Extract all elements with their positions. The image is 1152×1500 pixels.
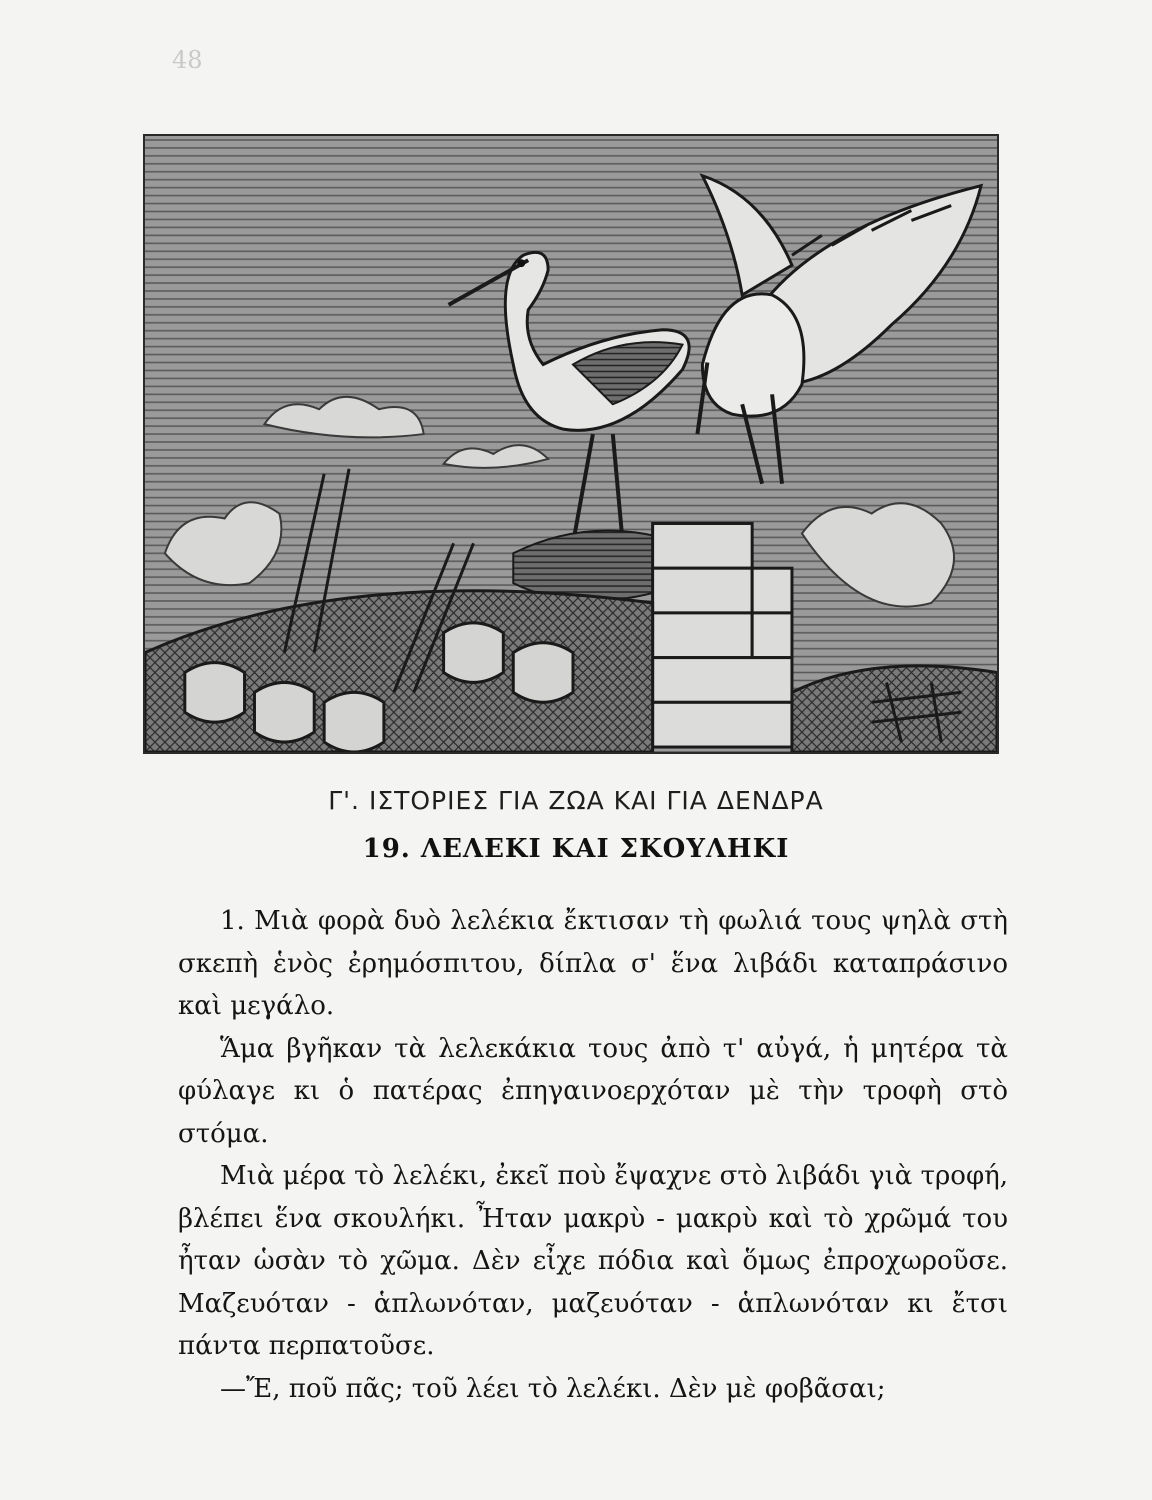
paragraph-4: —Ἔ, ποῦ πᾶς; τοῦ λέει τὸ λελέκι. Δὲν μὲ φοβᾶσαι; xyxy=(220,1373,886,1404)
paragraph-1: 1. Μιὰ φορὰ δυὸ λελέκια ἔκτισαν τὴ φωλιά τους ψηλὰ στὴ σκεπὴ ἑνὸς ἐρημόσπιτου, δίπλα σ' ἕνα λιβάδι καταπράσινο καὶ μεγάλο. xyxy=(178,906,1008,1021)
stork-nest-illustration xyxy=(143,134,999,754)
story-body xyxy=(178,900,1008,1410)
paragraph-2: Ἅμα βγῆκαν τὰ λελεκάκια τους ἀπὸ τ' αὐγά, ἡ μητέρα τὰ φύλαγε κι ὁ πατέρας ἐπηγαινοερχόταν μὲ τὴν τροφὴ στὸ στόμα. xyxy=(178,1033,1008,1149)
story-title: 19. ΛΕΛΕΚΙ ΚΑΙ ΣΚΟΥΛΗΚΙ xyxy=(362,834,790,864)
section-heading: Γ'. ΙΣΤΟΡΙΕΣ ΓΙΑ ΖΩΑ ΚΑΙ ΓΙΑ ΔΕΝΔΡΑ xyxy=(328,786,824,815)
engraving-svg xyxy=(145,136,997,752)
paragraph-3: Μιὰ μέρα τὸ λελέκι, ἐκεῖ ποὺ ἔψαχνε στὸ λιβάδι γιὰ τροφή, βλέπει ἕνα σκουλήκι. Ἦταν μακρὺ - μακρὺ καὶ τὸ χρῶμά του ἦταν ὡσὰν τὸ χῶμα. Δὲν εἶχε πόδια καὶ ὅμως ἐπροχωροῦσε. Μαζευόταν - ἁπλωνόταν, μαζευόταν - ἁπλωνόταν κι ἔτσι πάντα περπατοῦσε. xyxy=(178,1161,1008,1361)
page-number: 48 xyxy=(172,46,203,74)
